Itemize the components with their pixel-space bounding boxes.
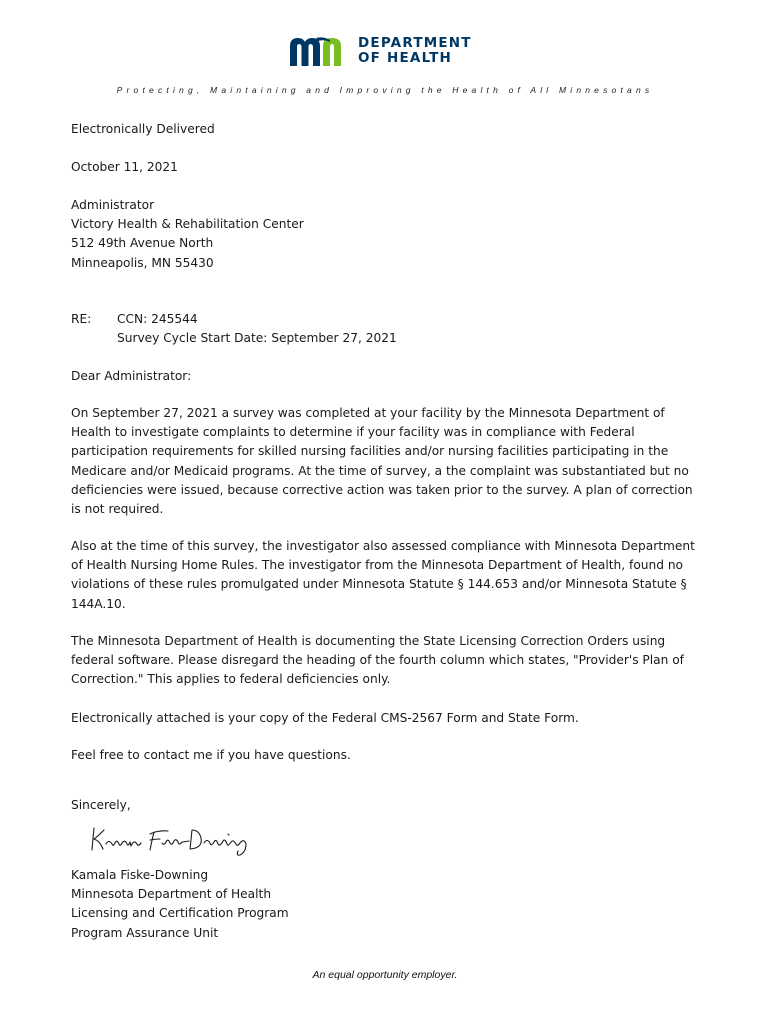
signer-org: Minnesota Department of Health (71, 887, 272, 902)
paragraph-line: Health to investigate complaints to determine if your facility was in compliance with Federal (71, 425, 635, 440)
signer-block (71, 866, 701, 943)
paragraph-line: violations of these rules promulgated under Minnesota Statute § 144.653 and/or Minnesota Statute § (71, 577, 687, 592)
handwritten-signature (88, 822, 263, 861)
ccn-line: CCN: 245544 (117, 312, 198, 326)
address-line: Administrator (71, 198, 155, 212)
delivery-method: Electronically Delivered (71, 122, 215, 136)
paragraph-state-rules (71, 537, 701, 614)
signer-program: Licensing and Certification Program (71, 906, 289, 921)
paragraph-line: Also at the time of this survey, the investigator also assessed compliance with Minnesota Department (71, 539, 695, 553)
address-line: Minneapolis, MN 55430 (71, 255, 214, 270)
paragraph-line: is not required. (71, 502, 164, 517)
address-line: Victory Health & Rehabilitation Center (71, 217, 304, 232)
closing: Sincerely, (71, 798, 131, 812)
signer-unit: Program Assurance Unit (71, 925, 219, 940)
salutation: Dear Administrator: (71, 369, 192, 383)
signature-icon (88, 822, 263, 856)
logo-line1: DEPARTMENT (358, 35, 472, 51)
mdh-logo (290, 36, 472, 66)
paragraph-line: The Minnesota Department of Health is documenting the State Licensing Correction Orders using (71, 634, 666, 648)
recipient-address (71, 196, 701, 273)
survey-date-line: Survey Cycle Start Date: September 27, 2021 (117, 331, 397, 346)
paragraph-attachment: Electronically attached is your copy of the Federal CMS-2567 Form and State Form. (71, 711, 579, 725)
paragraph-line: of Health Nursing Home Rules. The investigator from the Minnesota Department of Health, found no (71, 558, 684, 573)
paragraph-line: federal software. Please disregard the heading of the fourth column which states, "Provider's Plan of (71, 653, 684, 668)
paragraph-line: 144A.10. (71, 596, 126, 611)
re-details (117, 310, 397, 348)
paragraph-line: On September 27, 2021 a survey was completed at your facility by the Minnesota Department of (71, 406, 665, 420)
re-label: RE: (71, 312, 92, 326)
logo-wordmark (358, 36, 472, 66)
logo-line2: OF HEALTH (358, 50, 453, 66)
paragraph-survey-result (71, 404, 701, 519)
mn-logo-mark-icon (290, 36, 352, 66)
tagline: Protecting, Maintaining and Improving the Health of All Minnesotans (116, 85, 654, 95)
address-line: 512 49th Avenue North (71, 236, 214, 251)
letter-date: October 11, 2021 (71, 160, 178, 174)
footer-eoe: An equal opportunity employer. (312, 969, 458, 981)
paragraph-line: deficiencies were issued, because corrective action was taken prior to the survey. A plan of correction (71, 482, 693, 497)
signer-name: Kamala Fiske-Downing (71, 868, 209, 882)
paragraph-line: Medicare and/or Medicaid programs. At the time of survey, a the complaint was substantiated but no (71, 463, 689, 478)
paragraph-contact: Feel free to contact me if you have questions. (71, 748, 351, 762)
paragraph-software-note (71, 632, 701, 690)
paragraph-line: Correction." This applies to federal deficiencies only. (71, 672, 391, 687)
paragraph-line: participation requirements for skilled nursing facilities and/or nursing facilities participating in the (71, 444, 669, 459)
